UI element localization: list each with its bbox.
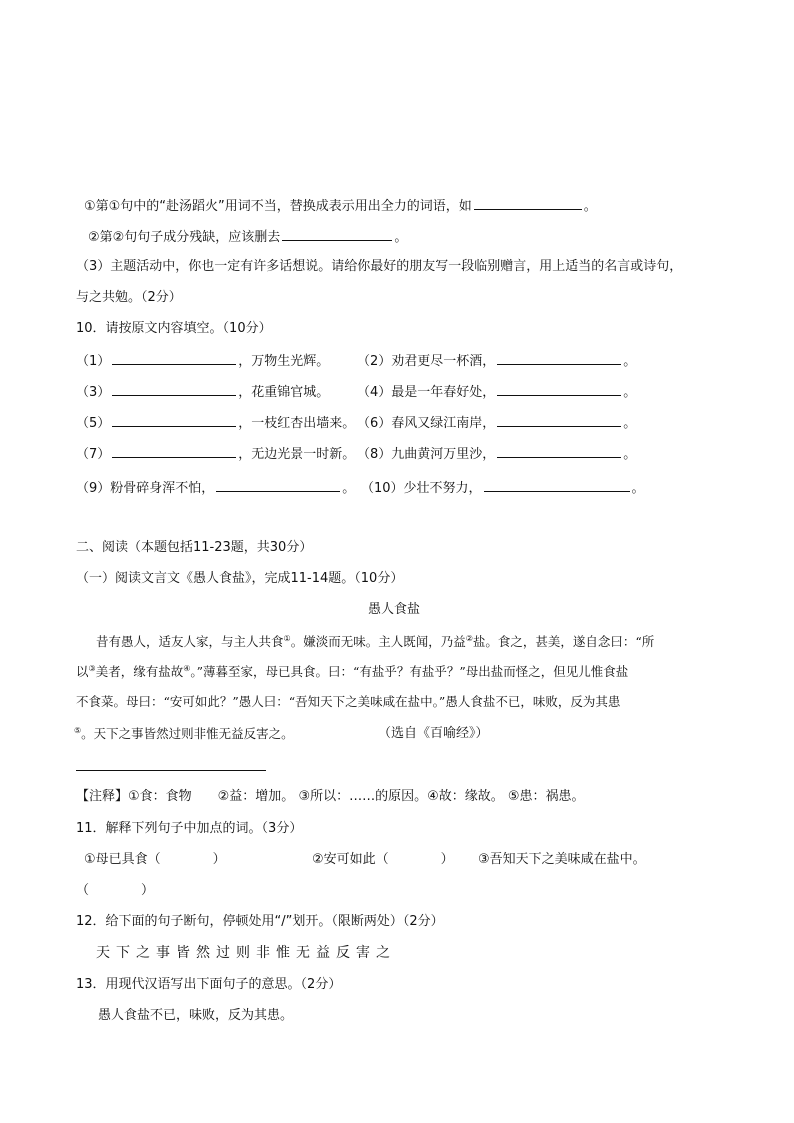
q13-heading: 13．用现代汉语写出下面句子的意思。（2分）	[76, 977, 342, 992]
footnote-divider	[76, 770, 266, 771]
item-text: 九曲黄河万里沙，	[391, 447, 496, 462]
item-number: （2）	[357, 354, 392, 369]
item-end: 。	[623, 416, 637, 431]
item-text: 春风又绿江南岸，	[391, 416, 496, 431]
q10-row	[76, 445, 355, 463]
item-end: 。	[623, 354, 637, 369]
notes: 【注释】①食：食物 ②益：增加。 ③所以：……的原因。④故：缘故。 ⑤患：祸患。	[76, 789, 585, 804]
item-text: ，万物生光辉。	[238, 354, 330, 369]
q10-row-last-right	[361, 479, 645, 497]
q13-sentence: 愚人食盐不已，味败，反为其患。	[98, 1008, 294, 1023]
note-marker: ②	[465, 634, 473, 643]
answer-blank[interactable]	[112, 445, 236, 458]
item-text: 最是一年春好处，	[391, 385, 496, 400]
q10-row	[76, 352, 329, 370]
item-text: （10）少壮不努力，	[361, 481, 482, 496]
passage-text: 。天下之事皆然过则非惟无益反害之。	[81, 726, 294, 742]
passage-text: 美者，缘有盐故	[95, 664, 184, 680]
passage-text: 昔有愚人，适友人家，与主人共食	[96, 634, 284, 650]
passage-title: 愚人食盐	[368, 602, 421, 617]
q9-item2-end: 。	[394, 230, 408, 245]
item-number: （6）	[357, 416, 392, 431]
q11-item-a: ①母已具食（ ）	[84, 852, 226, 867]
item-text: 劝君更尽一杯酒，	[391, 354, 496, 369]
item-number: （7）	[76, 447, 111, 462]
q12-heading: 12．给下面的句子断句，停顿处用“/”划开。（限断两处）（2分）	[76, 914, 444, 929]
q9-item2	[88, 228, 407, 246]
q10-row-right	[357, 383, 636, 401]
answer-blank[interactable]	[112, 352, 236, 365]
q9-item3-line1: （3）主题活动中，你也一定有许多话想说。请给你最好的朋友写一段临别赠言，用上适当的名言或诗句，	[76, 259, 683, 274]
q9-item2-text: ②第②句句子成分残缺，应该删去	[88, 230, 281, 245]
answer-blank[interactable]	[216, 479, 340, 492]
item-end: 。	[342, 481, 356, 496]
passage-line-1	[96, 634, 654, 649]
note-marker: ③	[88, 664, 96, 673]
item-number: （5）	[76, 416, 111, 431]
passage-line-2	[76, 664, 628, 679]
q10-row-right	[357, 414, 636, 432]
item-text: ，一枝红杏出墙来。	[238, 416, 356, 431]
item-number: （3）	[76, 385, 111, 400]
note-marker: ①	[283, 634, 291, 643]
q9-item1-text: ①第①句中的“赴汤蹈火”用词不当，替换成表示用出全力的词语，如	[84, 199, 472, 214]
passage-source: （选自《百喻经》）	[378, 726, 489, 741]
item-end: 。	[623, 447, 637, 462]
answer-blank[interactable]	[474, 197, 582, 210]
q11-heading: 11．解释下列句子中加点的词。（3分）	[76, 821, 303, 836]
passage-line-3	[76, 694, 620, 709]
q9-item1-end: 。	[583, 199, 597, 214]
item-text: （9）粉骨碎身浑不怕，	[76, 481, 215, 496]
passage-text: 。嫌淡而无味。主人既闻，乃益	[290, 634, 466, 650]
passage-text: 以	[76, 664, 89, 680]
note-marker: ④	[183, 664, 191, 673]
section2-sub-heading: （一）阅读文言文《愚人食盐》，完成11-14题。（10分）	[76, 571, 404, 586]
q9-item1	[84, 197, 597, 215]
passage-text: 不食菜。母曰：“安可如此？”愚人曰：“吾知天下之美味咸在盐中。”愚人食盐不已，味败，反为其患	[76, 694, 621, 709]
answer-blank[interactable]	[112, 414, 236, 427]
q10-heading: 10．请按原文内容填空。（10分）	[76, 321, 272, 336]
q10-row	[76, 383, 329, 401]
answer-blank[interactable]	[484, 479, 630, 492]
item-number: （1）	[76, 354, 111, 369]
item-end: 。	[631, 481, 645, 496]
note-marker: ⑤	[74, 726, 82, 735]
answer-blank[interactable]	[282, 228, 392, 241]
item-text: ，花重锦官城。	[238, 385, 330, 400]
q10-row	[76, 414, 355, 432]
passage-line-4	[74, 726, 294, 741]
answer-blank[interactable]	[497, 352, 621, 365]
q10-row-last	[76, 479, 355, 497]
q9-item3-line2: 与之共勉。（2分）	[76, 290, 182, 305]
section2-heading: 二、阅读（本题包括11-23题，共30分）	[76, 540, 313, 555]
item-text: ，无边光景一时新。	[238, 447, 356, 462]
item-end: 。	[623, 385, 637, 400]
q12-sentence[interactable]: 天下之事皆然过则非惟无益反害之	[96, 945, 396, 961]
q10-row-right	[357, 445, 636, 463]
item-number: （4）	[357, 385, 392, 400]
item-number: （8）	[357, 447, 392, 462]
answer-blank[interactable]	[497, 383, 621, 396]
passage-text: 。”薄暮至家，母已具食。曰：“有盐乎？有盐乎？”母出盐而怪之，但见儿惟食盐	[190, 664, 629, 680]
q11-item-c-answer[interactable]: （ ）	[76, 883, 155, 898]
q11-item-c: ③吾知天下之美味咸在盐中。	[478, 852, 646, 867]
q10-row-right	[357, 352, 636, 370]
answer-blank[interactable]	[112, 383, 236, 396]
answer-blank[interactable]	[497, 445, 621, 458]
q11-item-b: ②安可如此（ ）	[312, 852, 454, 867]
answer-blank[interactable]	[497, 414, 621, 427]
passage-text: 盐。食之，甚美，遂自念曰：“所	[472, 634, 655, 650]
